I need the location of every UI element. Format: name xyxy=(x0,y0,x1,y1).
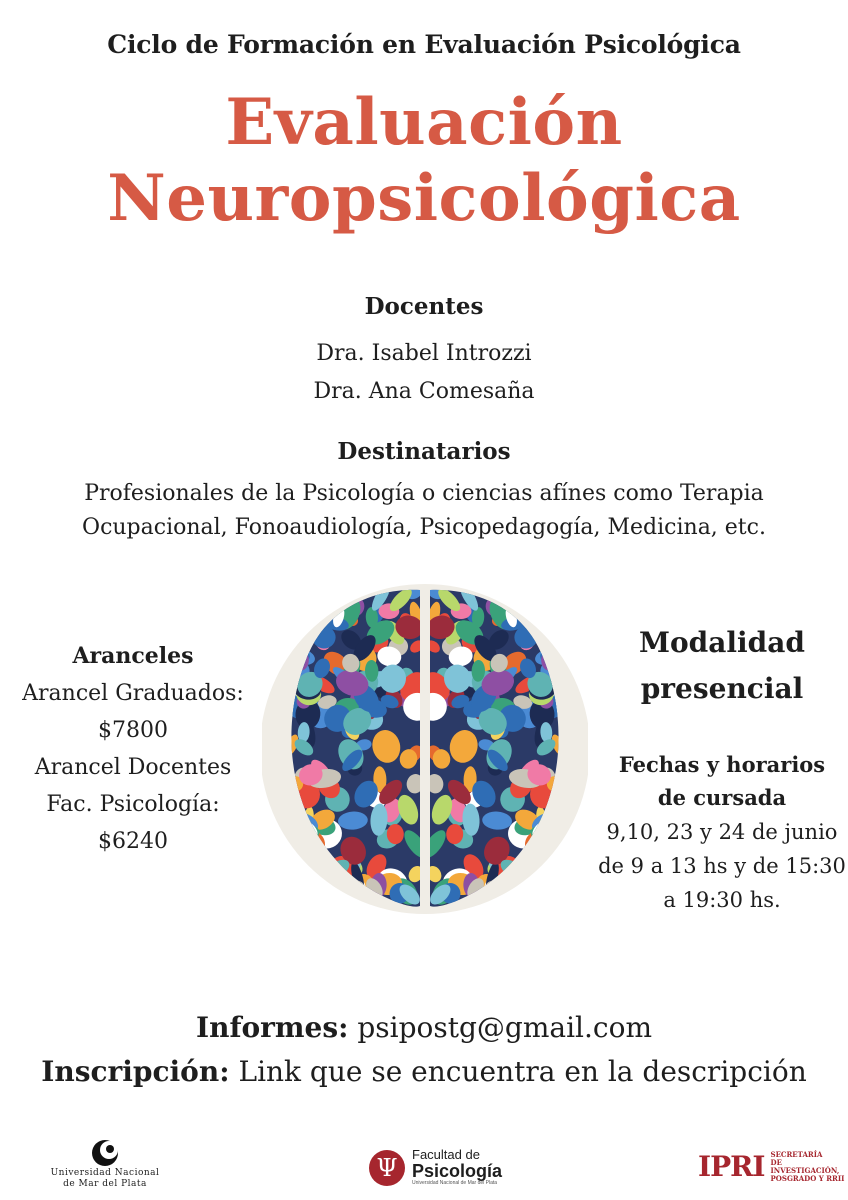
modalidad-line: Modalidad xyxy=(639,626,805,659)
brain-blob xyxy=(539,603,556,620)
aranceles-heading: Aranceles xyxy=(72,643,194,669)
ipri-mark: IPRI xyxy=(698,1150,765,1183)
page-title xyxy=(0,85,848,237)
ipri-line: DE INVESTIGACIÓN, xyxy=(770,1157,840,1175)
docente-name: Dra. Isabel Introzzi xyxy=(316,341,532,366)
psi-emblem-icon xyxy=(368,1149,406,1187)
brain-blob xyxy=(530,580,559,609)
fechas-heading-line: Fechas y horarios xyxy=(618,752,826,777)
brain-blob xyxy=(278,887,307,915)
fecha-line: 9,10, 23 y 24 de junio xyxy=(606,820,838,844)
fechas-heading-line: de cursada xyxy=(657,785,787,810)
brain-image xyxy=(262,580,588,918)
arancel-line: Fac. Psicología: xyxy=(46,792,220,817)
facultad-logo xyxy=(368,1148,502,1187)
arancel-line: Arancel Docentes xyxy=(34,755,232,780)
brain-blob xyxy=(288,875,317,895)
series-title: Ciclo de Formación en Evaluación Psicológica xyxy=(107,30,741,59)
unmdp-name: Universidad Nacional xyxy=(50,1168,160,1178)
docentes-heading: Docentes xyxy=(364,293,484,320)
brain-illustration xyxy=(262,580,588,918)
unmdp-logo xyxy=(45,1138,165,1190)
ipri-logo xyxy=(698,1150,848,1183)
title-line-1: Evaluación xyxy=(225,85,623,160)
informes-email[interactable]: psipostg@gmail.com xyxy=(357,1011,653,1044)
brain-blob xyxy=(533,875,562,895)
ipri-line: SECRETARÍA xyxy=(770,1149,823,1159)
brain-blob xyxy=(286,580,320,614)
title-line-2: Neuropsicológica xyxy=(107,161,741,236)
fechas-heading xyxy=(598,748,846,814)
informes-line xyxy=(0,1006,848,1050)
brain-blob xyxy=(531,580,565,614)
destinatarios-heading: Destinatarios xyxy=(337,438,511,465)
modalidad-line: presencial xyxy=(640,672,804,705)
docente-name: Dra. Ana Comesaña xyxy=(313,379,535,404)
brain-blob xyxy=(291,580,320,609)
inscripcion-line xyxy=(0,1050,848,1094)
informes-label: Informes: xyxy=(195,1011,349,1044)
aranceles-block xyxy=(8,638,258,860)
brain-blob xyxy=(290,580,328,613)
brain-blob xyxy=(522,580,560,613)
unmdp-emblem-icon xyxy=(90,1138,120,1168)
fechas-block xyxy=(598,815,846,917)
brain-blob xyxy=(516,580,557,611)
facultad-label: Facultad de xyxy=(412,1147,480,1162)
brain-blob xyxy=(502,590,528,607)
arancel-price: $7800 xyxy=(98,718,168,743)
facultad-name: Psicología xyxy=(412,1161,503,1181)
inscripcion-text: Link que se encuentra en la descripción xyxy=(238,1055,807,1088)
facultad-university: Universidad Nacional de Mar del Plata xyxy=(412,1180,498,1186)
arancel-price: $6240 xyxy=(98,829,168,854)
inscripcion-label: Inscripción: xyxy=(41,1055,230,1088)
brain-blob xyxy=(294,603,311,620)
modalidad-block xyxy=(598,620,846,712)
fecha-line: a 19:30 hs. xyxy=(663,888,781,912)
destinatarios-text: Ocupacional, Fonoaudiología, Psicopedagogía, Medicina, etc. xyxy=(82,515,766,540)
svg-text:Ψ: Ψ xyxy=(376,1153,398,1182)
brain-blob xyxy=(543,887,572,915)
brain-blob xyxy=(293,580,334,611)
unmdp-city: de Mar del Plata xyxy=(63,1179,147,1189)
arancel-line: Arancel Graduados: xyxy=(22,681,244,706)
brain-blob xyxy=(321,590,347,607)
fecha-line: de 9 a 13 hs y de 15:30 xyxy=(598,854,846,878)
ipri-line: POSGRADO Y RRII xyxy=(770,1173,845,1183)
destinatarios-text: Profesionales de la Psicología o ciencias afínes como Terapia xyxy=(84,481,764,506)
